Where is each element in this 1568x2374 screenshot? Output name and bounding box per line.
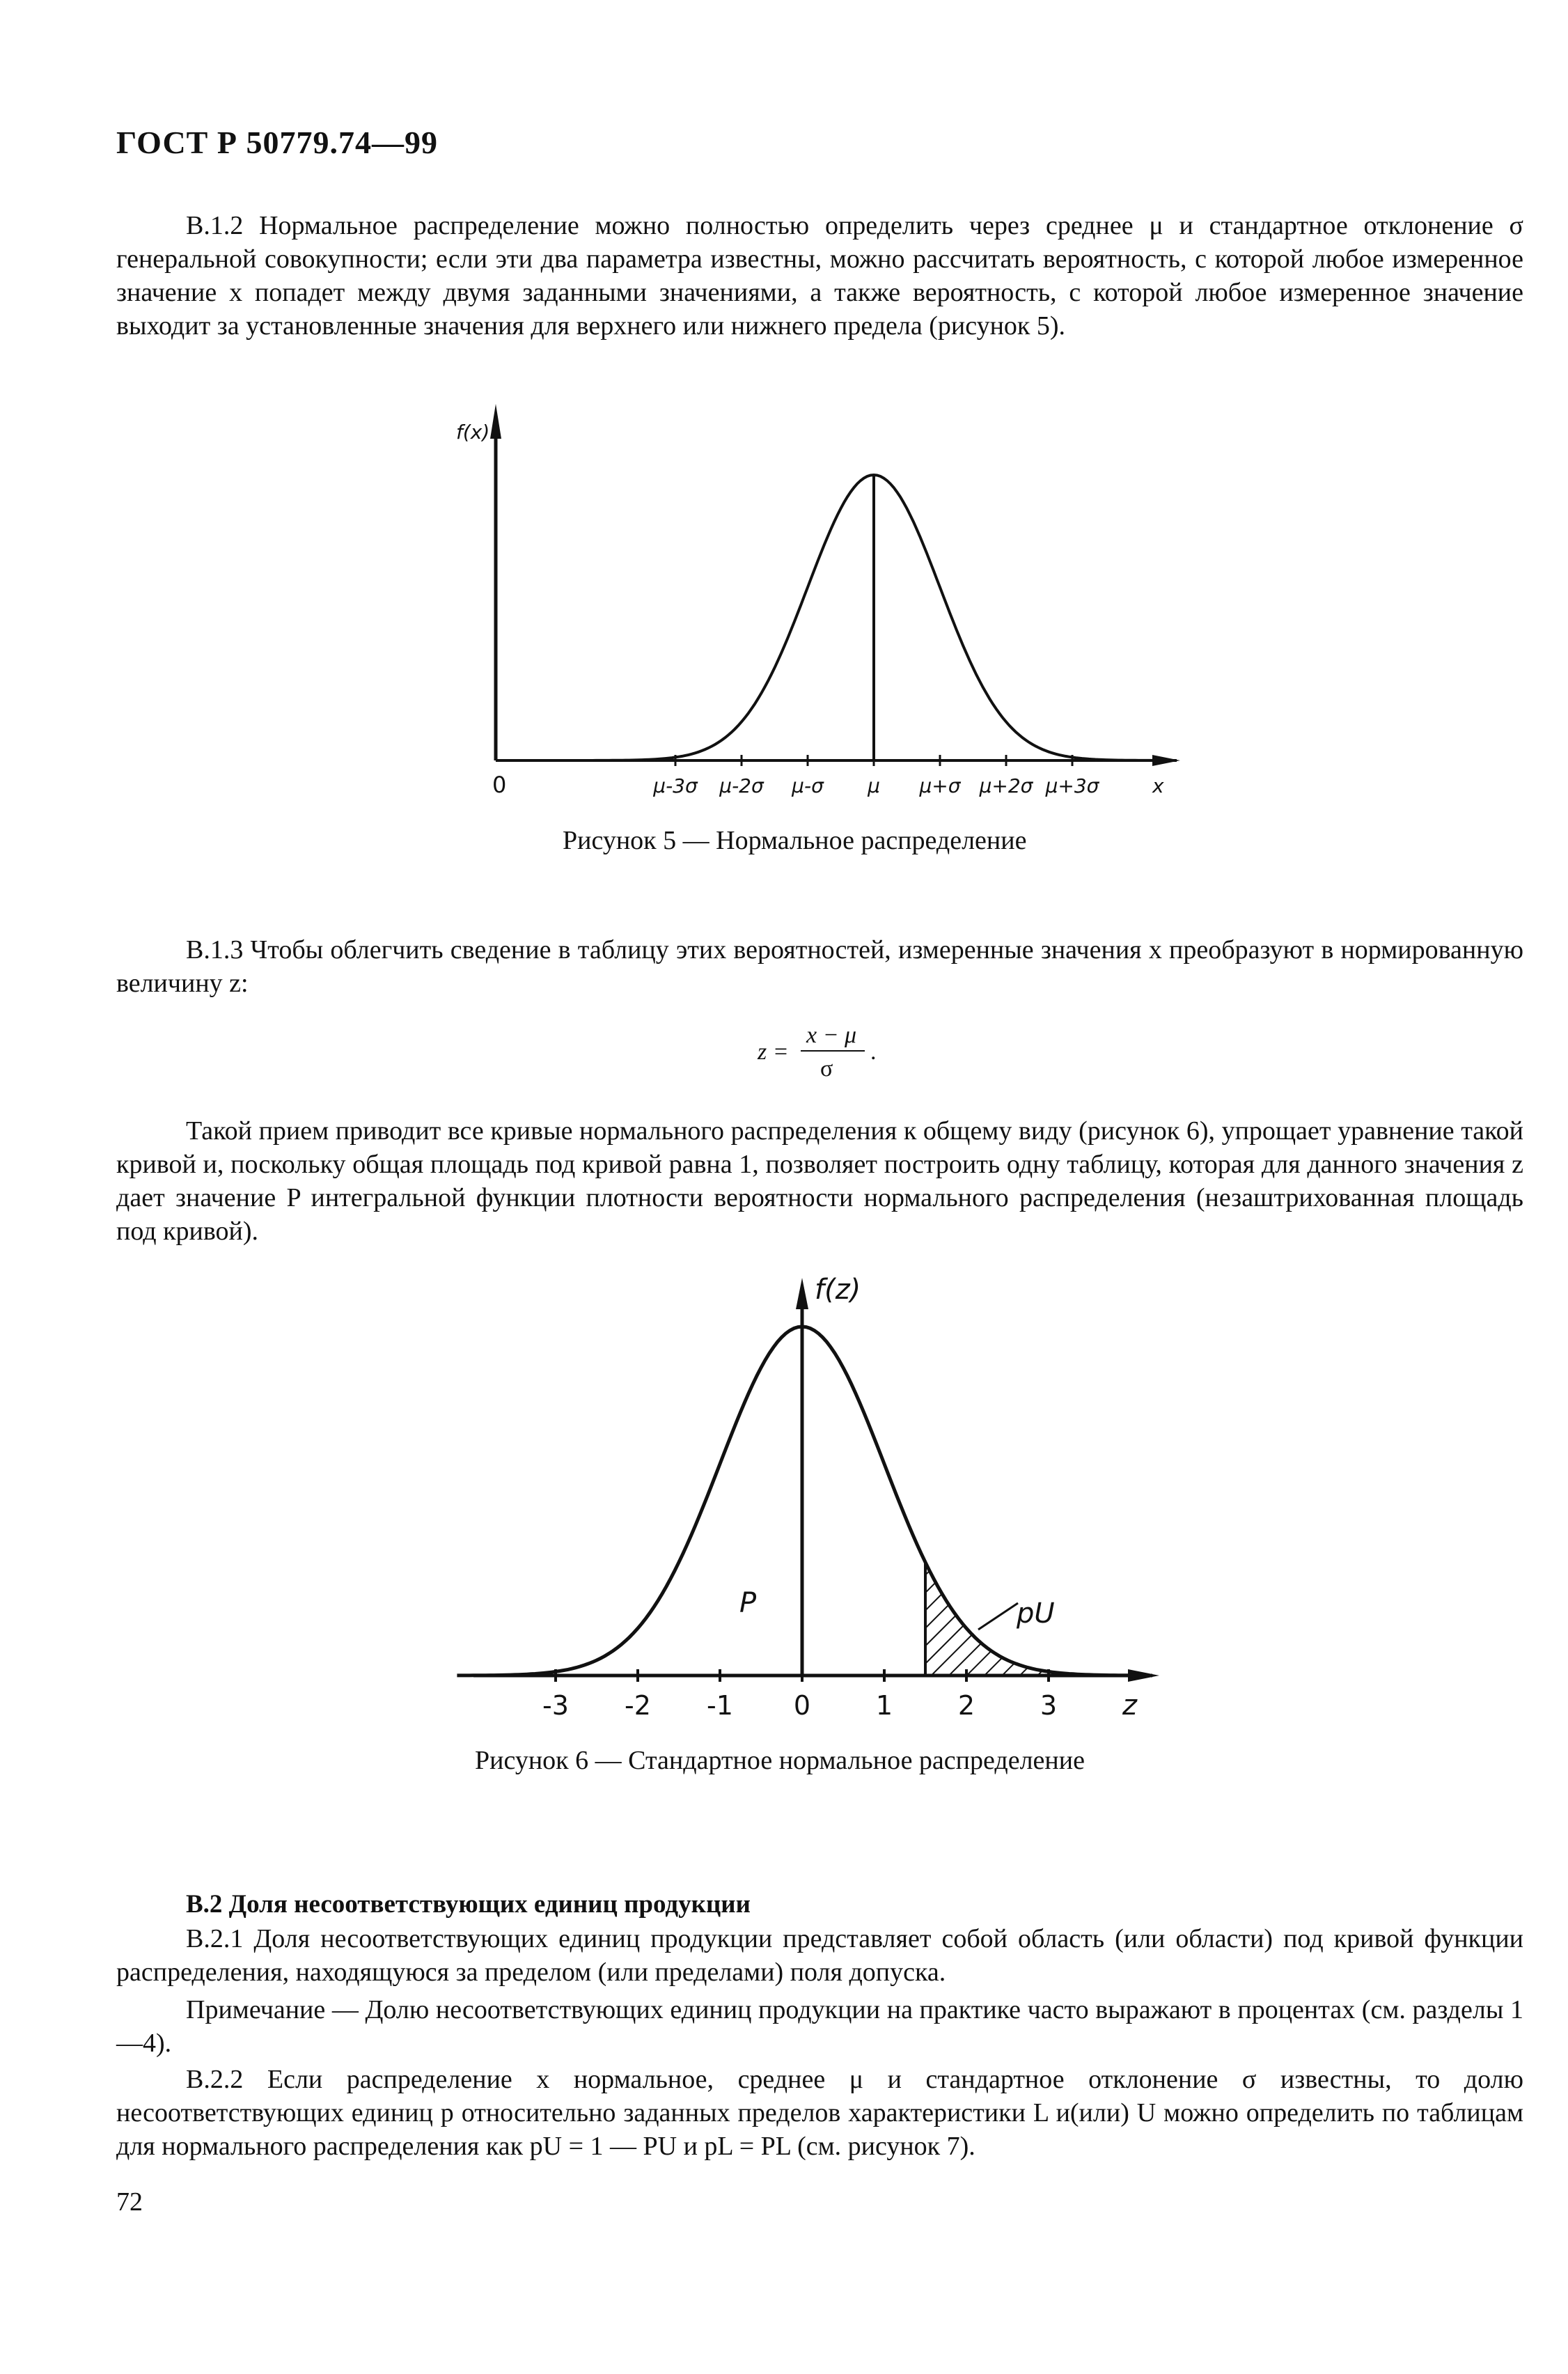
- fig5-tick-label: μ+2σ: [979, 774, 1033, 797]
- formula-tail: .: [870, 1039, 877, 1065]
- fig5-tick-label: μ-σ: [792, 774, 824, 797]
- paragraph-after-formula: Такой прием приводит все кривые нормального распределения к общему виду (рисунок 6), упрощает уравнение такой кривой и, поскольку общая площадь под кривой равна 1, позволяет построить одну таблицу, которая для данного значения z дает значение P интегральной функции плотности вероятности нормального распределения (незаштрихованная площадь под кривой).: [116, 1116, 1523, 1246]
- fig5-tick-label: μ+σ: [919, 774, 961, 797]
- formula-lhs: z =: [758, 1039, 789, 1065]
- fig6-tick-label: -2: [625, 1690, 651, 1721]
- fig6-tick-label: 2: [957, 1690, 975, 1721]
- figure-5-caption: Рисунок 5 — Нормальное распределение: [563, 826, 1027, 855]
- fig5-tick-label: μ-3σ: [653, 774, 698, 797]
- fig5-tick-label: μ-2σ: [719, 774, 764, 797]
- note-paragraph: Примечание — Долю несоответствующих единиц продукции на практике часто выражают в процентах (см. разделы 1—4).: [116, 1995, 1523, 2058]
- fig6-xlabel: z: [1122, 1689, 1137, 1721]
- fig6-pu-leader: [978, 1603, 1018, 1630]
- fig6-tick-label: 1: [875, 1690, 893, 1721]
- fig5-tick-label: μ: [868, 774, 880, 797]
- fig6-tick-label: -3: [542, 1690, 569, 1721]
- document-header: ГОСТ Р 50779.74—99: [116, 125, 438, 160]
- fig6-tick-label: 0: [793, 1690, 811, 1721]
- figure-6-caption: Рисунок 6 — Стандартное нормальное распределение: [475, 1746, 1085, 1775]
- section-heading-b2: В.2 Доля несоответствующих единиц продукции: [186, 1890, 751, 1919]
- page-number: 72: [116, 2187, 143, 2217]
- fig5-xlabel: x: [1152, 774, 1164, 797]
- figure-6-plot: [457, 1274, 1159, 1721]
- fig5-origin-label: 0: [492, 772, 507, 798]
- paragraph-b2-1: В.2.1 Доля несоответствующих единиц продукции представляет собой область (или области) под кривой функции распределения, находящуюся за пределом (или пределами) поля допуска.: [116, 1924, 1523, 1987]
- fig6-area-label-pU: pU: [1017, 1598, 1055, 1630]
- fig6-tick-label: -1: [707, 1690, 733, 1721]
- formula-numerator: x − μ: [806, 1022, 857, 1048]
- fig6-area-label-P: P: [739, 1587, 757, 1619]
- fig6-ylabel: f(z): [815, 1274, 861, 1306]
- paragraph-b2-2: В.2.2 Если распределение x нормальное, среднее μ и стандартное отклонение σ известны, то долю несоответствующих единиц p относительно заданных пределов характеристики L и(или) U можно определить по таблицам для нормального распределения как pU = 1 — PU и pL = PL (см. рисунок 7).: [116, 2065, 1523, 2161]
- formula-denominator: σ: [820, 1056, 833, 1081]
- paragraph-b1-3: В.1.3 Чтобы облегчить сведение в таблицу этих вероятностей, измеренные значения х преобразуют в нормированную величину z:: [116, 935, 1523, 998]
- fig5-tick-label: μ+3σ: [1045, 774, 1099, 797]
- fig6-y-axis-arrow: [796, 1278, 808, 1309]
- fig6-tick-label: 3: [1040, 1690, 1058, 1721]
- paragraph-b1-2: В.1.2 Нормальное распределение можно полностью определить через среднее μ и стандартное отклонение σ генеральной совокупности; если эти два параметра известны, можно рассчитать вероятность, с которой любое измеренное значение x попадет между двумя заданными значениями, а также вероятность, с которой любое измеренное значение выходит за установленные значения для верхнего или нижнего предела (рисунок 5).: [116, 211, 1523, 341]
- fig5-ylabel: f(x): [456, 421, 490, 444]
